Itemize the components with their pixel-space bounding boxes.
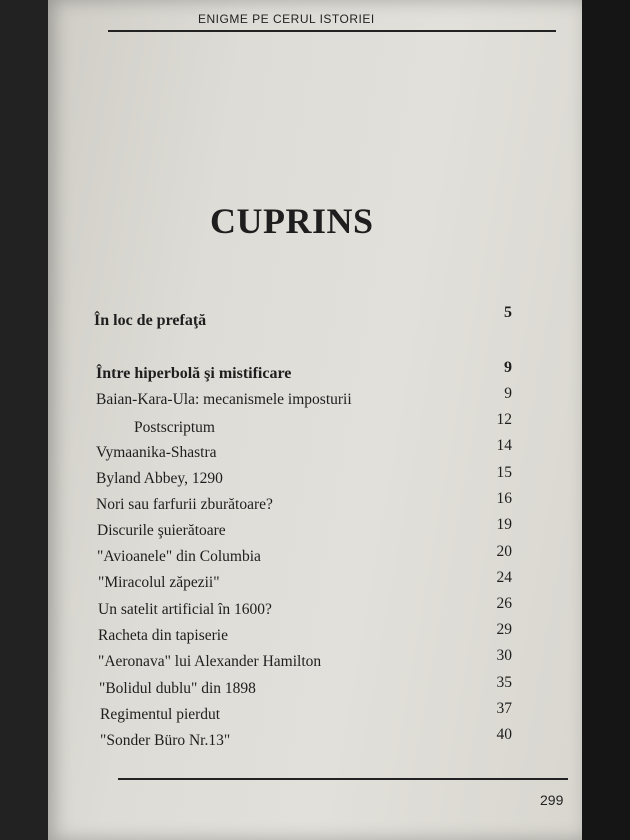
toc-entry-label: Racheta din tapiserie xyxy=(98,627,228,644)
toc-entry-page: 37 xyxy=(496,700,512,717)
toc-entry-page: 30 xyxy=(496,647,512,664)
footer-rule xyxy=(118,778,568,780)
toc-entry-label: Discurile şuierătoare xyxy=(97,522,226,539)
toc-entry-page: 19 xyxy=(496,516,512,533)
toc-entry-label: Vymaanika-Shastra xyxy=(96,444,217,461)
left-background xyxy=(0,0,48,840)
toc-entry-label: Un satelit artificial în 1600? xyxy=(98,601,272,618)
toc-entry-label: În loc de prefaţă xyxy=(94,312,207,329)
toc-entry-label: Postscriptum xyxy=(134,419,215,436)
toc-entry-page: 14 xyxy=(496,437,512,454)
toc-entry-page: 16 xyxy=(496,490,512,507)
header-rule xyxy=(108,30,556,32)
page-number: 299 xyxy=(540,792,564,808)
toc-entry-label: "Bolidul dublu" din 1898 xyxy=(99,680,256,697)
toc-entry-page: 9 xyxy=(504,385,512,402)
page-title: CUPRINS xyxy=(210,201,374,241)
toc-entry-page: 29 xyxy=(496,621,512,638)
toc-entry-label: Regimentul pierdut xyxy=(100,706,221,723)
book-page xyxy=(48,0,582,840)
toc-entry-page: 35 xyxy=(496,674,512,691)
toc-entry-label: Nori sau farfurii zburătoare? xyxy=(96,496,273,513)
toc-entry-page: 20 xyxy=(496,543,512,560)
toc-entry-page: 9 xyxy=(504,359,512,376)
toc-entry-label: Între hiperbolă şi mistificare xyxy=(96,365,292,382)
toc-entry-label: "Miracolul zăpezii" xyxy=(98,574,220,591)
right-background xyxy=(582,0,630,840)
toc-entry-label: Byland Abbey, 1290 xyxy=(96,470,223,487)
toc-entry-page: 40 xyxy=(496,726,512,743)
toc-entry-page: 5 xyxy=(504,304,512,321)
toc-entry-label: "Sonder Büro Nr.13" xyxy=(100,732,231,749)
toc-entry-page: 12 xyxy=(496,411,512,428)
toc-entry-label: "Aeronava" lui Alexander Hamilton xyxy=(98,653,322,670)
toc-entry-page: 15 xyxy=(496,464,512,481)
running-head: ENIGME PE CERUL ISTORIEI xyxy=(198,12,375,26)
toc-entry-page: 26 xyxy=(496,595,512,612)
toc-entry-label: "Avioanele" din Columbia xyxy=(97,548,261,565)
toc-entry-label: Baian-Kara-Ula: mecanismele imposturii xyxy=(96,391,352,408)
toc-entry-page: 24 xyxy=(496,569,512,586)
